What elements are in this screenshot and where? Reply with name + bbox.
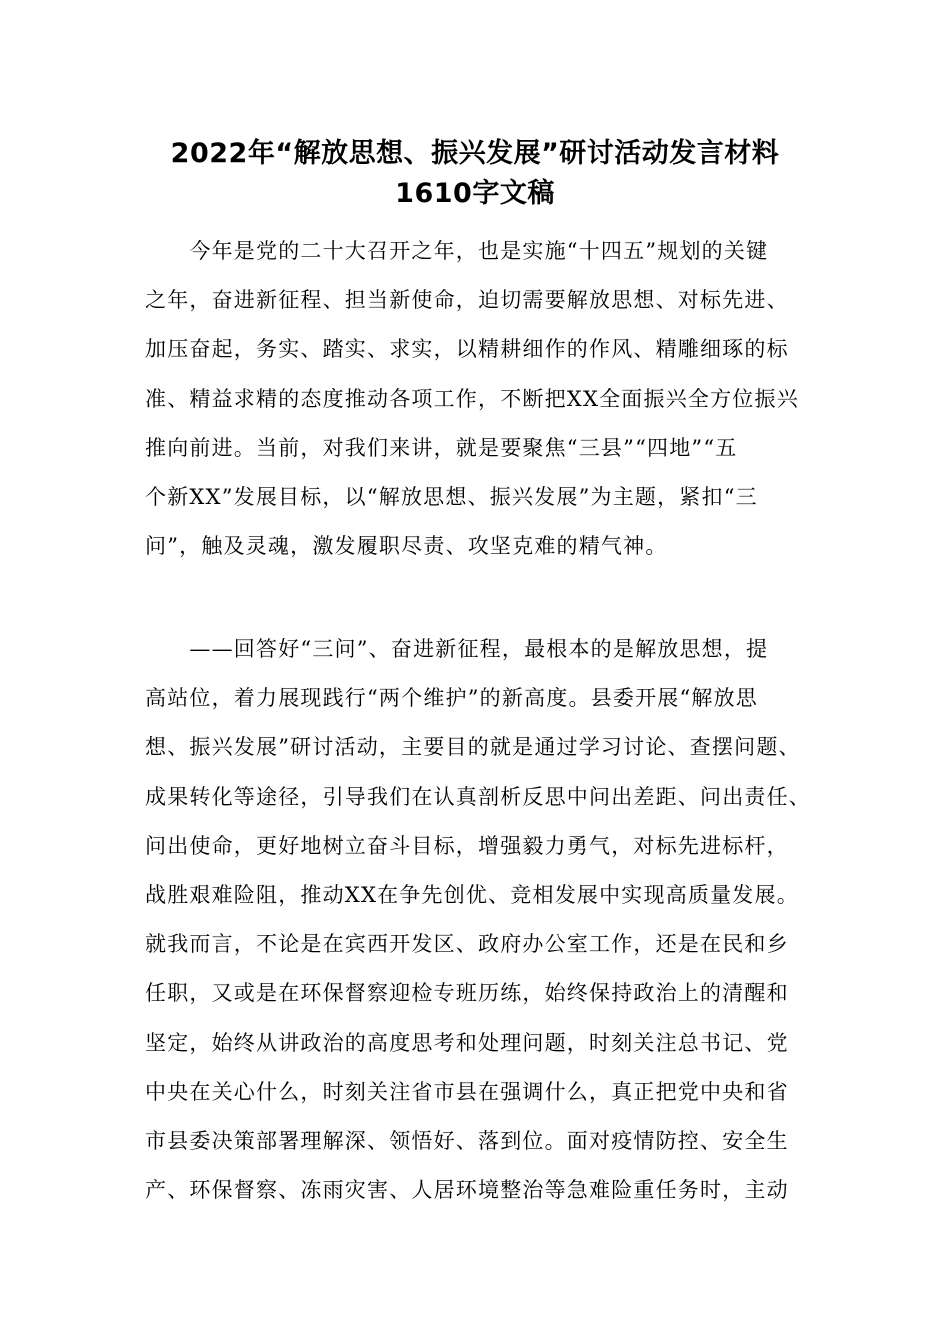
paragraph-line: 推向前进。当前，对我们来讲，就是要聚焦“三县”“四地”“五 bbox=[145, 435, 738, 460]
paragraph-line: 高站位，着力展现践行“两个维护”的新高度。县委开展“解放思 bbox=[145, 686, 759, 711]
document-title-line-1: 2022年“解放思想、振兴发展”研讨活动发言材料 bbox=[170, 138, 780, 169]
paragraph-line: 坚定，始终从讲政治的高度思考和处理问题，时刻关注总书记、党 bbox=[145, 1030, 789, 1055]
paragraph-line: 加压奋起，务实、踏实、求实，以精耕细作的作风、精雕细琢的标 bbox=[145, 337, 789, 362]
paragraph-line: 之年，奋进新征程、担当新使命，迫切需要解放思想、对标先进、 bbox=[145, 288, 789, 313]
paragraph-line: 想、振兴发展”研讨活动，主要目的就是通过学习讨论、查摆问题、 bbox=[145, 735, 801, 760]
paragraph-line: ——回答好“三问”、奋进新征程，最根本的是解放思想，提 bbox=[145, 637, 769, 661]
paragraph-line: 战胜艰难险阻，推动XX在争先创优、竞相发展中实现高质量发展。 bbox=[145, 883, 799, 908]
paragraph-line: 准、精益求精的态度推动各项工作，不断把XX全面振兴全方位振兴 bbox=[145, 386, 799, 411]
document-title-line-2: 1610字文稿 bbox=[395, 178, 555, 209]
paragraph-section-one bbox=[145, 625, 835, 1215]
paragraph-line: 市县委决策部署理解深、领悟好、落到位。面对疫情防控、安全生 bbox=[145, 1129, 789, 1154]
paragraph-line: 问出使命，更好地树立奋斗目标，增强毅力勇气，对标先进标杆， bbox=[145, 833, 789, 858]
paragraph-line: 任职，又或是在环保督察迎检专班历练，始终保持政治上的清醒和 bbox=[145, 981, 789, 1006]
paragraph-line: 今年是党的二十大召开之年，也是实施“十四五”规划的关键 bbox=[145, 239, 769, 263]
paragraph-line: 中央在关心什么，时刻关注省市县在强调什么，真正把党中央和省 bbox=[145, 1079, 789, 1104]
paragraph-line: 产、环保督察、冻雨灾害、人居环境整治等急难险重任务时，主动 bbox=[145, 1178, 789, 1203]
paragraph-line: 问”，触及灵魂，激发履职尽责、攻坚克难的精气神。 bbox=[145, 534, 668, 559]
paragraph-line: 成果转化等途径，引导我们在认真剖析反思中问出差距、问出责任、 bbox=[145, 784, 811, 809]
paragraph-intro bbox=[145, 227, 835, 571]
paragraph-line: 个新XX”发展目标，以“解放思想、振兴发展”为主题，紧扣“三 bbox=[145, 485, 758, 510]
paragraph-line: 就我而言，不论是在宾西开发区、政府办公室工作，还是在民和乡 bbox=[145, 932, 789, 957]
